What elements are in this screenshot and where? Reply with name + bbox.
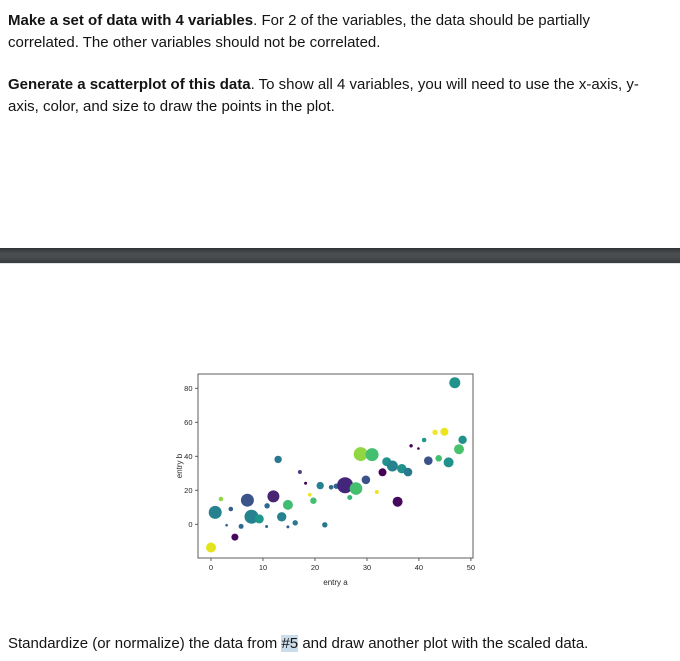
text-segment: . For 2 of the variables, the data should be partially — [253, 12, 590, 29]
scatter-point — [379, 468, 387, 476]
x-tick-label: 10 — [258, 563, 268, 572]
scatter-point — [322, 522, 327, 527]
scatter-point — [454, 444, 464, 454]
y-tick-label: 0 — [188, 519, 193, 529]
x-tick-label: 50 — [466, 563, 476, 572]
x-tick-label: 30 — [362, 563, 372, 572]
scatter-point — [229, 507, 234, 512]
y-tick-label: 20 — [184, 485, 193, 495]
scatter-point — [231, 534, 238, 541]
scatter-point — [219, 497, 224, 502]
scatter-point — [286, 525, 289, 528]
x-tick-label: 40 — [414, 563, 424, 572]
scatter-point — [458, 436, 466, 444]
scatter-point — [375, 490, 379, 494]
text-segment: Standardize (or normalize) the data from — [8, 635, 282, 652]
scatter-point — [265, 525, 268, 528]
scatter-point — [404, 468, 413, 477]
scatter-point — [350, 482, 363, 495]
scatter-point — [347, 495, 352, 500]
text-segment: correlated. The other variables should not be correlated. — [8, 34, 381, 51]
assignment-instructions — [8, 10, 653, 118]
scatter-point — [308, 493, 312, 497]
scatter-point — [239, 524, 244, 529]
scatter-point — [387, 461, 398, 472]
scatter-point — [267, 490, 279, 502]
scatter-point — [293, 520, 298, 525]
scatter-point — [393, 497, 403, 507]
text-segment: . To show all 4 variables, you will need to use the x-axis, y- — [250, 76, 639, 93]
y-tick-label: 40 — [184, 451, 193, 461]
scatter-point — [440, 428, 448, 436]
scatter-point — [255, 514, 264, 523]
scatter-point — [417, 447, 420, 450]
scatter-point — [362, 476, 371, 485]
scatter-point — [310, 498, 316, 504]
y-tick-label: 80 — [184, 383, 193, 393]
scatter-point — [241, 494, 254, 507]
scatter-point — [264, 503, 269, 508]
scatterplot — [174, 358, 482, 594]
standardize-instruction — [8, 633, 668, 655]
scatterplot-figure — [174, 358, 482, 594]
text-segment: and draw another plot with the scaled data. — [298, 635, 589, 652]
scatter-point — [409, 444, 412, 447]
scatter-point — [354, 447, 368, 461]
x-axis-label: entry a — [323, 578, 348, 587]
scatter-point — [329, 485, 334, 490]
text-segment: Generate a scatterplot of this data — [8, 76, 251, 93]
scatter-point — [317, 482, 324, 489]
scatter-point — [298, 470, 302, 474]
scatter-point — [449, 377, 460, 388]
scatter-point — [432, 430, 437, 435]
x-tick-label: 0 — [208, 563, 214, 572]
scatter-point — [304, 482, 307, 485]
scatter-point — [277, 512, 286, 521]
instruction-paragraph-make-data — [8, 10, 653, 54]
instruction-paragraph-scatterplot — [8, 74, 653, 118]
text-segment: axis, color, and size to draw the points in the plot. — [8, 98, 335, 115]
y-axis-label: entry b — [175, 453, 184, 479]
scatter-point — [435, 455, 442, 462]
scatter-point — [209, 506, 222, 519]
scatter-point — [422, 438, 427, 443]
x-tick-label: 20 — [310, 563, 320, 572]
text-segment: Make a set of data with 4 variables — [8, 12, 254, 29]
scatter-point — [206, 543, 216, 553]
scatter-point — [283, 500, 293, 510]
scatter-point — [424, 456, 433, 465]
scatter-point — [225, 524, 228, 527]
scatter-point — [444, 457, 454, 467]
cross-reference-field[interactable]: #5 — [281, 635, 299, 652]
scatter-point — [366, 448, 379, 461]
axes-frame — [198, 374, 473, 558]
footer-paragraph — [8, 633, 668, 655]
scatter-point — [274, 456, 281, 463]
y-tick-label: 60 — [184, 417, 193, 427]
pane-divider-bar[interactable] — [0, 248, 680, 264]
